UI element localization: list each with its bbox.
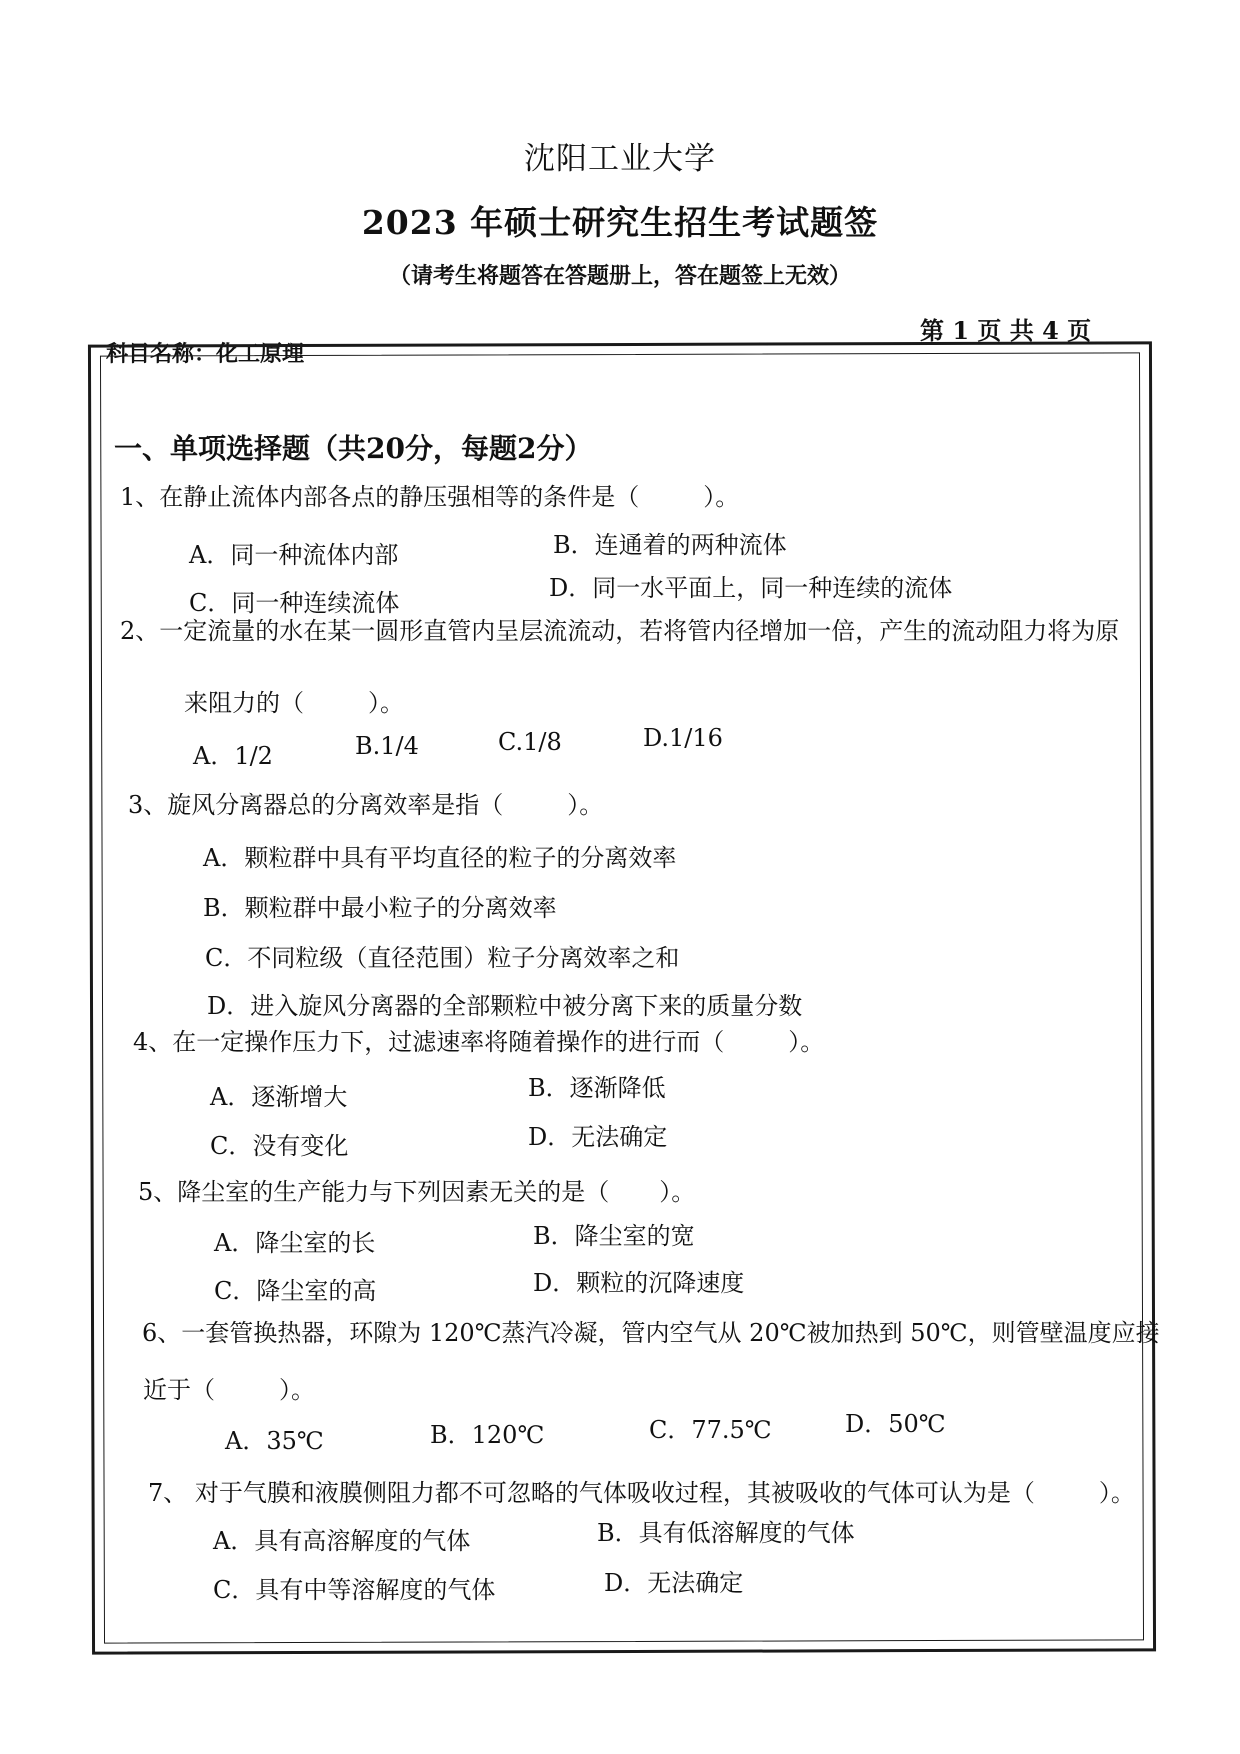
question-2-option-a: A．1/2 (193, 742, 273, 770)
question-7-option-c: C．具有中等溶解度的气体 (213, 1576, 496, 1604)
question-2-stem-line1: 2、一定流量的水在某一圆形直管内呈层流流动，若将管内径增加一倍，产生的流动阻力将为原 (120, 617, 1120, 645)
exam-title: 2023 年硕士研究生招生考试题签 (361, 203, 879, 242)
question-7-option-b: B．具有低溶解度的气体 (597, 1519, 855, 1547)
question-4-option-d: D．无法确定 (528, 1123, 668, 1151)
question-5-stem: 5、降尘室的生产能力与下列因素无关的是（ ）。 (138, 1178, 696, 1206)
question-6-option-c: C．77.5℃ (649, 1416, 772, 1444)
question-3-option-c: C．不同粒级（直径范围）粒子分离效率之和 (205, 944, 680, 972)
question-6-stem-line1: 6、一套管换热器，环隙为 120℃蒸汽冷凝，管内空气从 20℃被加热到 50℃，则管壁温度应接 (142, 1319, 1160, 1347)
question-6-stem-line2: 近于（ ）。 (143, 1376, 315, 1404)
question-7-option-a: A．具有高溶解度的气体 (213, 1527, 471, 1555)
question-1-option-a: A．同一种流体内部 (189, 541, 399, 569)
question-5-option-b: B．降尘室的宽 (533, 1222, 695, 1250)
section-title: 一、单项选择题（共20分，每题2分） (114, 432, 593, 465)
subject-name: 科目名称：化工原理 (106, 341, 305, 367)
question-3-option-a: A．颗粒群中具有平均直径的粒子的分离效率 (203, 844, 677, 872)
school-name: 沈阳工业大学 (524, 141, 716, 177)
question-4-option-b: B．逐渐降低 (528, 1074, 666, 1102)
question-6-option-a: A．35℃ (225, 1427, 324, 1455)
exam-notice: （请考生将题答在答题册上，答在题签上无效） (388, 263, 851, 289)
question-4-option-a: A．逐渐增大 (210, 1083, 348, 1111)
question-5-option-d: D．颗粒的沉降速度 (533, 1269, 745, 1297)
question-1-option-c: C．同一种连续流体 (189, 589, 400, 617)
question-3-stem: 3、旋风分离器总的分离效率是指（ ）。 (128, 791, 604, 819)
question-7-option-d: D．无法确定 (604, 1569, 744, 1597)
question-2-option-d: D.1/16 (643, 724, 723, 752)
question-4-option-c: C．没有变化 (210, 1132, 349, 1160)
page-number: 第 1 页 共 4 页 (920, 316, 1092, 345)
question-2-stem-line2: 来阻力的（ ）。 (184, 689, 404, 717)
question-6-option-b: B．120℃ (430, 1421, 545, 1449)
question-5-option-c: C．降尘室的高 (214, 1277, 377, 1305)
question-3-option-d: D．进入旋风分离器的全部颗粒中被分离下来的质量分数 (207, 992, 803, 1020)
question-2-option-b: B.1/4 (355, 732, 419, 760)
question-1-stem: 1、在静止流体内部各点的静压强相等的条件是（ ）。 (120, 483, 740, 511)
question-5-option-a: A．降尘室的长 (214, 1229, 376, 1257)
question-4-stem: 4、在一定操作压力下，过滤速率将随着操作的进行而（ ）。 (133, 1028, 825, 1056)
question-1-option-b: B．连通着的两种流体 (553, 531, 787, 559)
question-2-option-c: C.1/8 (498, 728, 562, 756)
question-1-option-d: D．同一水平面上，同一种连续的流体 (549, 574, 953, 602)
question-3-option-b: B．颗粒群中最小粒子的分离效率 (203, 894, 557, 922)
question-6-option-d: D．50℃ (845, 1410, 946, 1438)
question-7-stem: 7、 对于气膜和液膜侧阻力都不可忽略的气体吸收过程，其被吸收的气体可认为是（ ）。 (148, 1479, 1135, 1507)
